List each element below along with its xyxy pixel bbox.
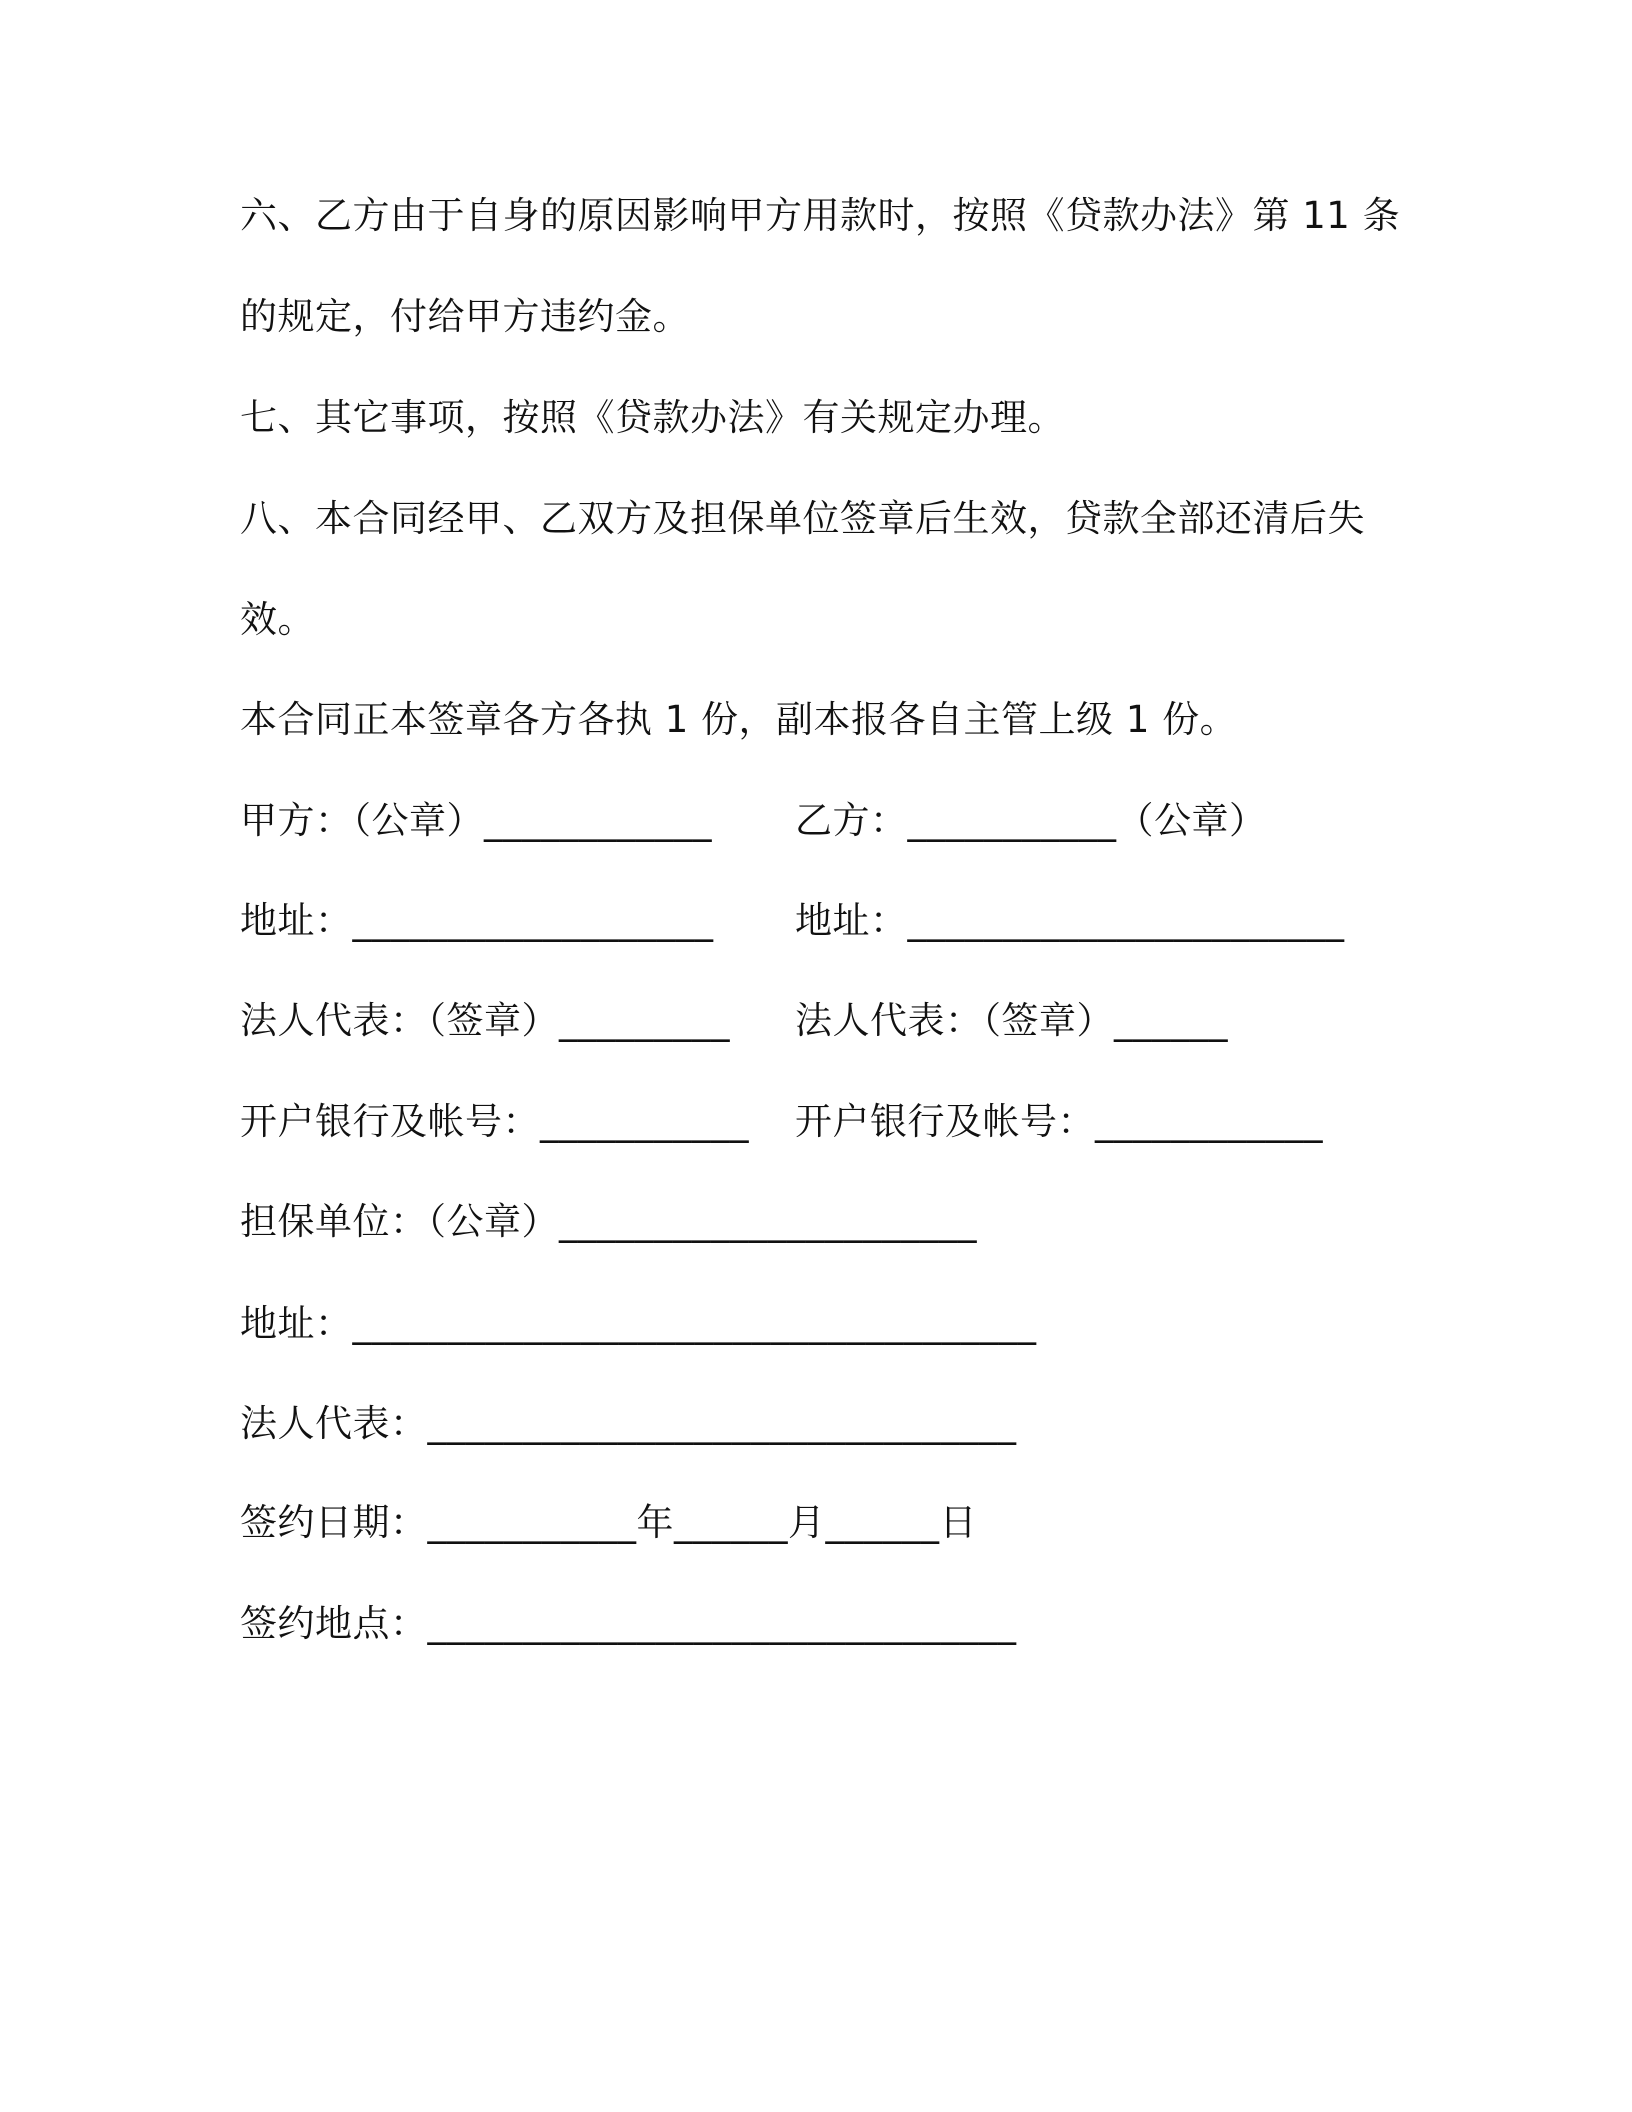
guarantor-seal-field: 担保单位：（公章）______________________ xyxy=(240,1200,977,1243)
clause-8-line-1: 八、本合同经甲、乙双方及担保单位签章后生效，贷款全部还清后失 xyxy=(240,497,1365,540)
sign-date-field: 签约日期：___________年______月______日 xyxy=(240,1501,977,1544)
copies-statement: 本合同正本签章各方各执 1 份，副本报各自主管上级 1 份。 xyxy=(240,698,1238,741)
guarantor-address-field: 地址：____________________________________ xyxy=(240,1302,1037,1345)
clause-8-line-2: 效。 xyxy=(240,598,315,641)
party-a-rep-field: 法人代表：（签章）_________ xyxy=(240,999,730,1042)
party-a-seal-field: 甲方：（公章）____________ xyxy=(240,799,712,842)
party-b-address-field: 地址：_______________________ xyxy=(795,899,1345,942)
party-a-bank-field: 开户银行及帐号：___________ xyxy=(240,1100,749,1143)
clause-6-line-1: 六、乙方由于自身的原因影响甲方用款时，按照《贷款办法》第 11 条 xyxy=(240,194,1401,237)
party-a-address-field: 地址：___________________ xyxy=(240,899,714,942)
party-b-bank-field: 开户银行及帐号：____________ xyxy=(795,1100,1323,1143)
party-b-rep-field: 法人代表：（签章）______ xyxy=(795,999,1228,1042)
sign-place-field: 签约地点：_______________________________ xyxy=(240,1602,1017,1645)
party-b-seal-field: 乙方：___________（公章） xyxy=(795,799,1267,842)
clause-7: 七、其它事项，按照《贷款办法》有关规定办理。 xyxy=(240,396,1065,439)
clause-6-line-2: 的规定，付给甲方违约金。 xyxy=(240,295,690,338)
guarantor-rep-field: 法人代表：_______________________________ xyxy=(240,1402,1017,1445)
